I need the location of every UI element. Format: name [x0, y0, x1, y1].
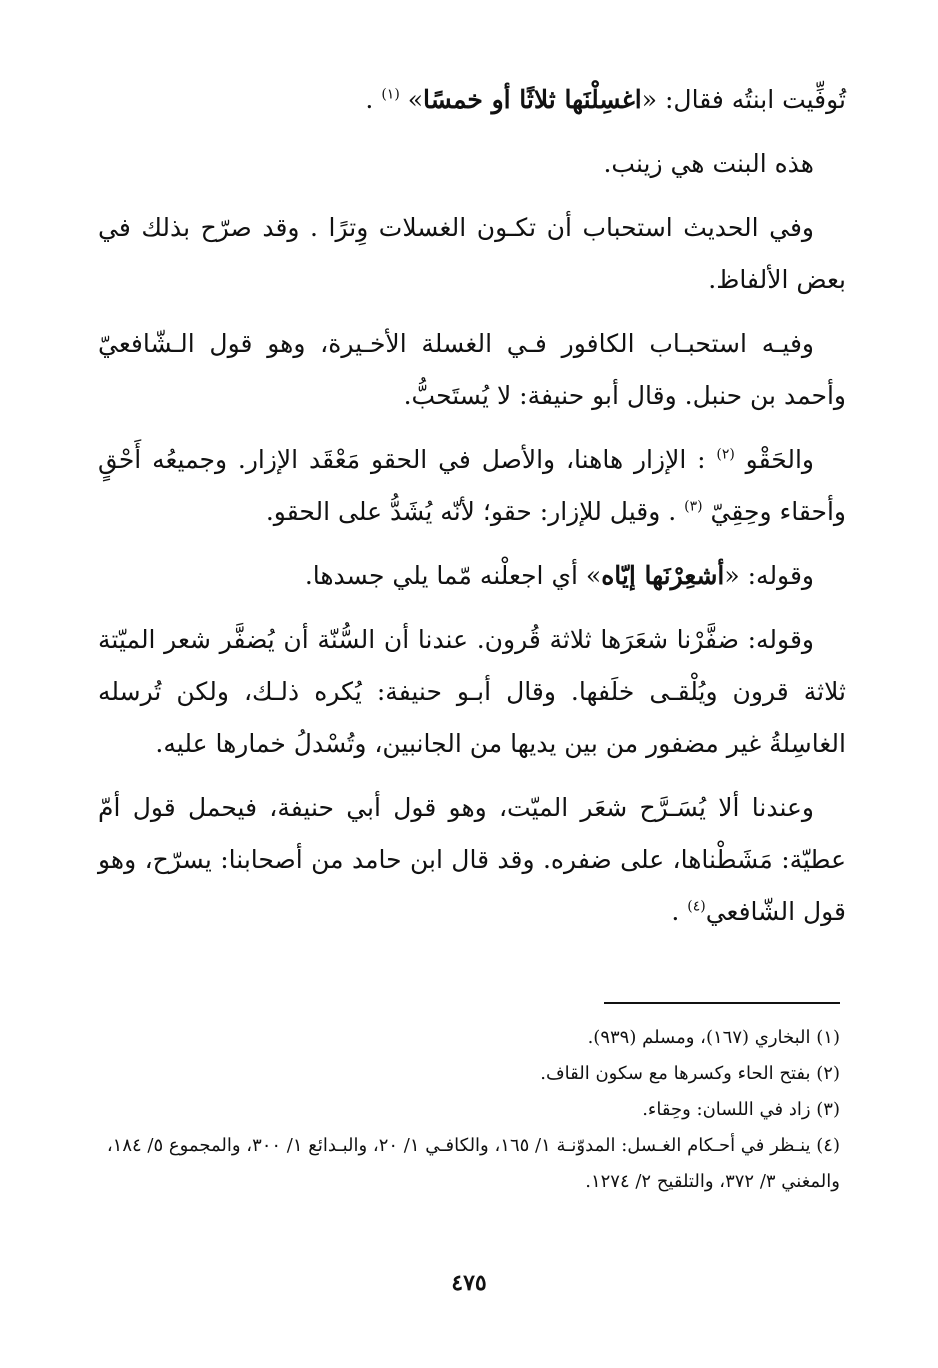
- footnote-2: (٢) بفتح الحاء وكسرها مع سكون القاف.: [540, 1063, 840, 1084]
- paragraph-1: [98, 74, 846, 126]
- paragraph-2: هذه البنت هي زينب.: [603, 149, 814, 178]
- paragraph-5-a: والحَقْو: [734, 445, 814, 474]
- footnotes: [98, 1020, 840, 1200]
- paragraph-3: وفي الحديث استحباب أن تكـون الغسلات وِترًا . وقد صرّح بذلك في بعض الألفاظ.: [98, 213, 846, 294]
- footnote-3: (٣) زاد في اللسان: وحِقاء.: [642, 1099, 840, 1120]
- paragraph-4: وفيـه استحبـاب الكافور فـي الغسلة الأخـيرة، وهو قول الـشّافعيّ وأحمد بن حنبل. وقال أبو حنيفة: لا يُستَحبُّ.: [98, 329, 846, 410]
- paragraph-8: [98, 782, 846, 938]
- main-text: [98, 74, 846, 950]
- page-number: ٤٧٥: [451, 1270, 487, 1296]
- paragraph-8-b: .: [671, 897, 688, 926]
- paragraph-6-post: » أي اجعلْنه مّما يلي جسدها.: [304, 561, 602, 590]
- footnote-ref-2: (٢): [716, 446, 735, 463]
- hadith-quote-1: اغسِلْنَها ثلاثًا أو خمسًا: [423, 85, 642, 114]
- footnote-4: (٤) ينـظر في أحـكام الغـسل: المدوّنـة ١/ ١٦٥، والكافـي ١/ ٢٠، والبـدائع ١/ ٣٠٠، والمجموع ٥/ ١٨٤، والمغني ٣/ ٣٧٢، والتلقيح ٢/ ١٢٧٤.: [106, 1135, 840, 1192]
- paragraph-6-pre: وقوله: «: [724, 561, 814, 590]
- footnote-ref-3: (٣): [684, 498, 703, 515]
- paragraph-5-c: . وقيل للإزار: حقو؛ لأنّه يُشَدُّ على الحقو.: [265, 497, 685, 526]
- paragraph-8-a: وعندنا ألا يُسَـرَّح شعَر الميّت، وهو قول أبي حنيفة، فيحمل قول أمّ عطيّة: مَشَطْناها، على ضفره. وقد قال ابن حامد من أصحابنا: يسرّح، وهو قول الشّافعي: [98, 793, 846, 926]
- paragraph-1-end: .: [365, 85, 382, 114]
- paragraph-6: [98, 550, 846, 602]
- footnote-ref-1: (١): [381, 86, 400, 103]
- paragraph-1-post: »: [407, 85, 424, 114]
- footnote-separator: [604, 1002, 840, 1004]
- footnote-ref-4: (٤): [687, 898, 706, 915]
- paragraph-5: [98, 434, 846, 538]
- paragraph-5-b: : الإزار هاهنا، والأصل في الحقو مَعْقَد الإزار. وجميعُه أَحْقٍ وأحقاء وحِقِيّ: [98, 445, 846, 526]
- paragraph-7: وقوله: ضفَّرْنا شعَرَها ثلاثة قُرون. عندنا أن السُّنّة أن يُضفَّر شعر الميّتة ثلاثة قرون ويُلْقـى خلَفها. وقال أبـو حنيفة: يُكره ذلـك، ولكن تُرسله الغاسِلةُ غير مضفور من بين يديها من الجانبين، وتُسْدلُ خمارها عليه.: [98, 625, 846, 758]
- hadith-quote-2: أشعِرْنَها إيّاه: [601, 561, 725, 590]
- paragraph-1-pre: تُوفِّيت ابنتُه فقال: «: [641, 85, 846, 114]
- footnote-1: (١) البخاري (١٦٧)، ومسلم (٩٣٩).: [587, 1027, 840, 1048]
